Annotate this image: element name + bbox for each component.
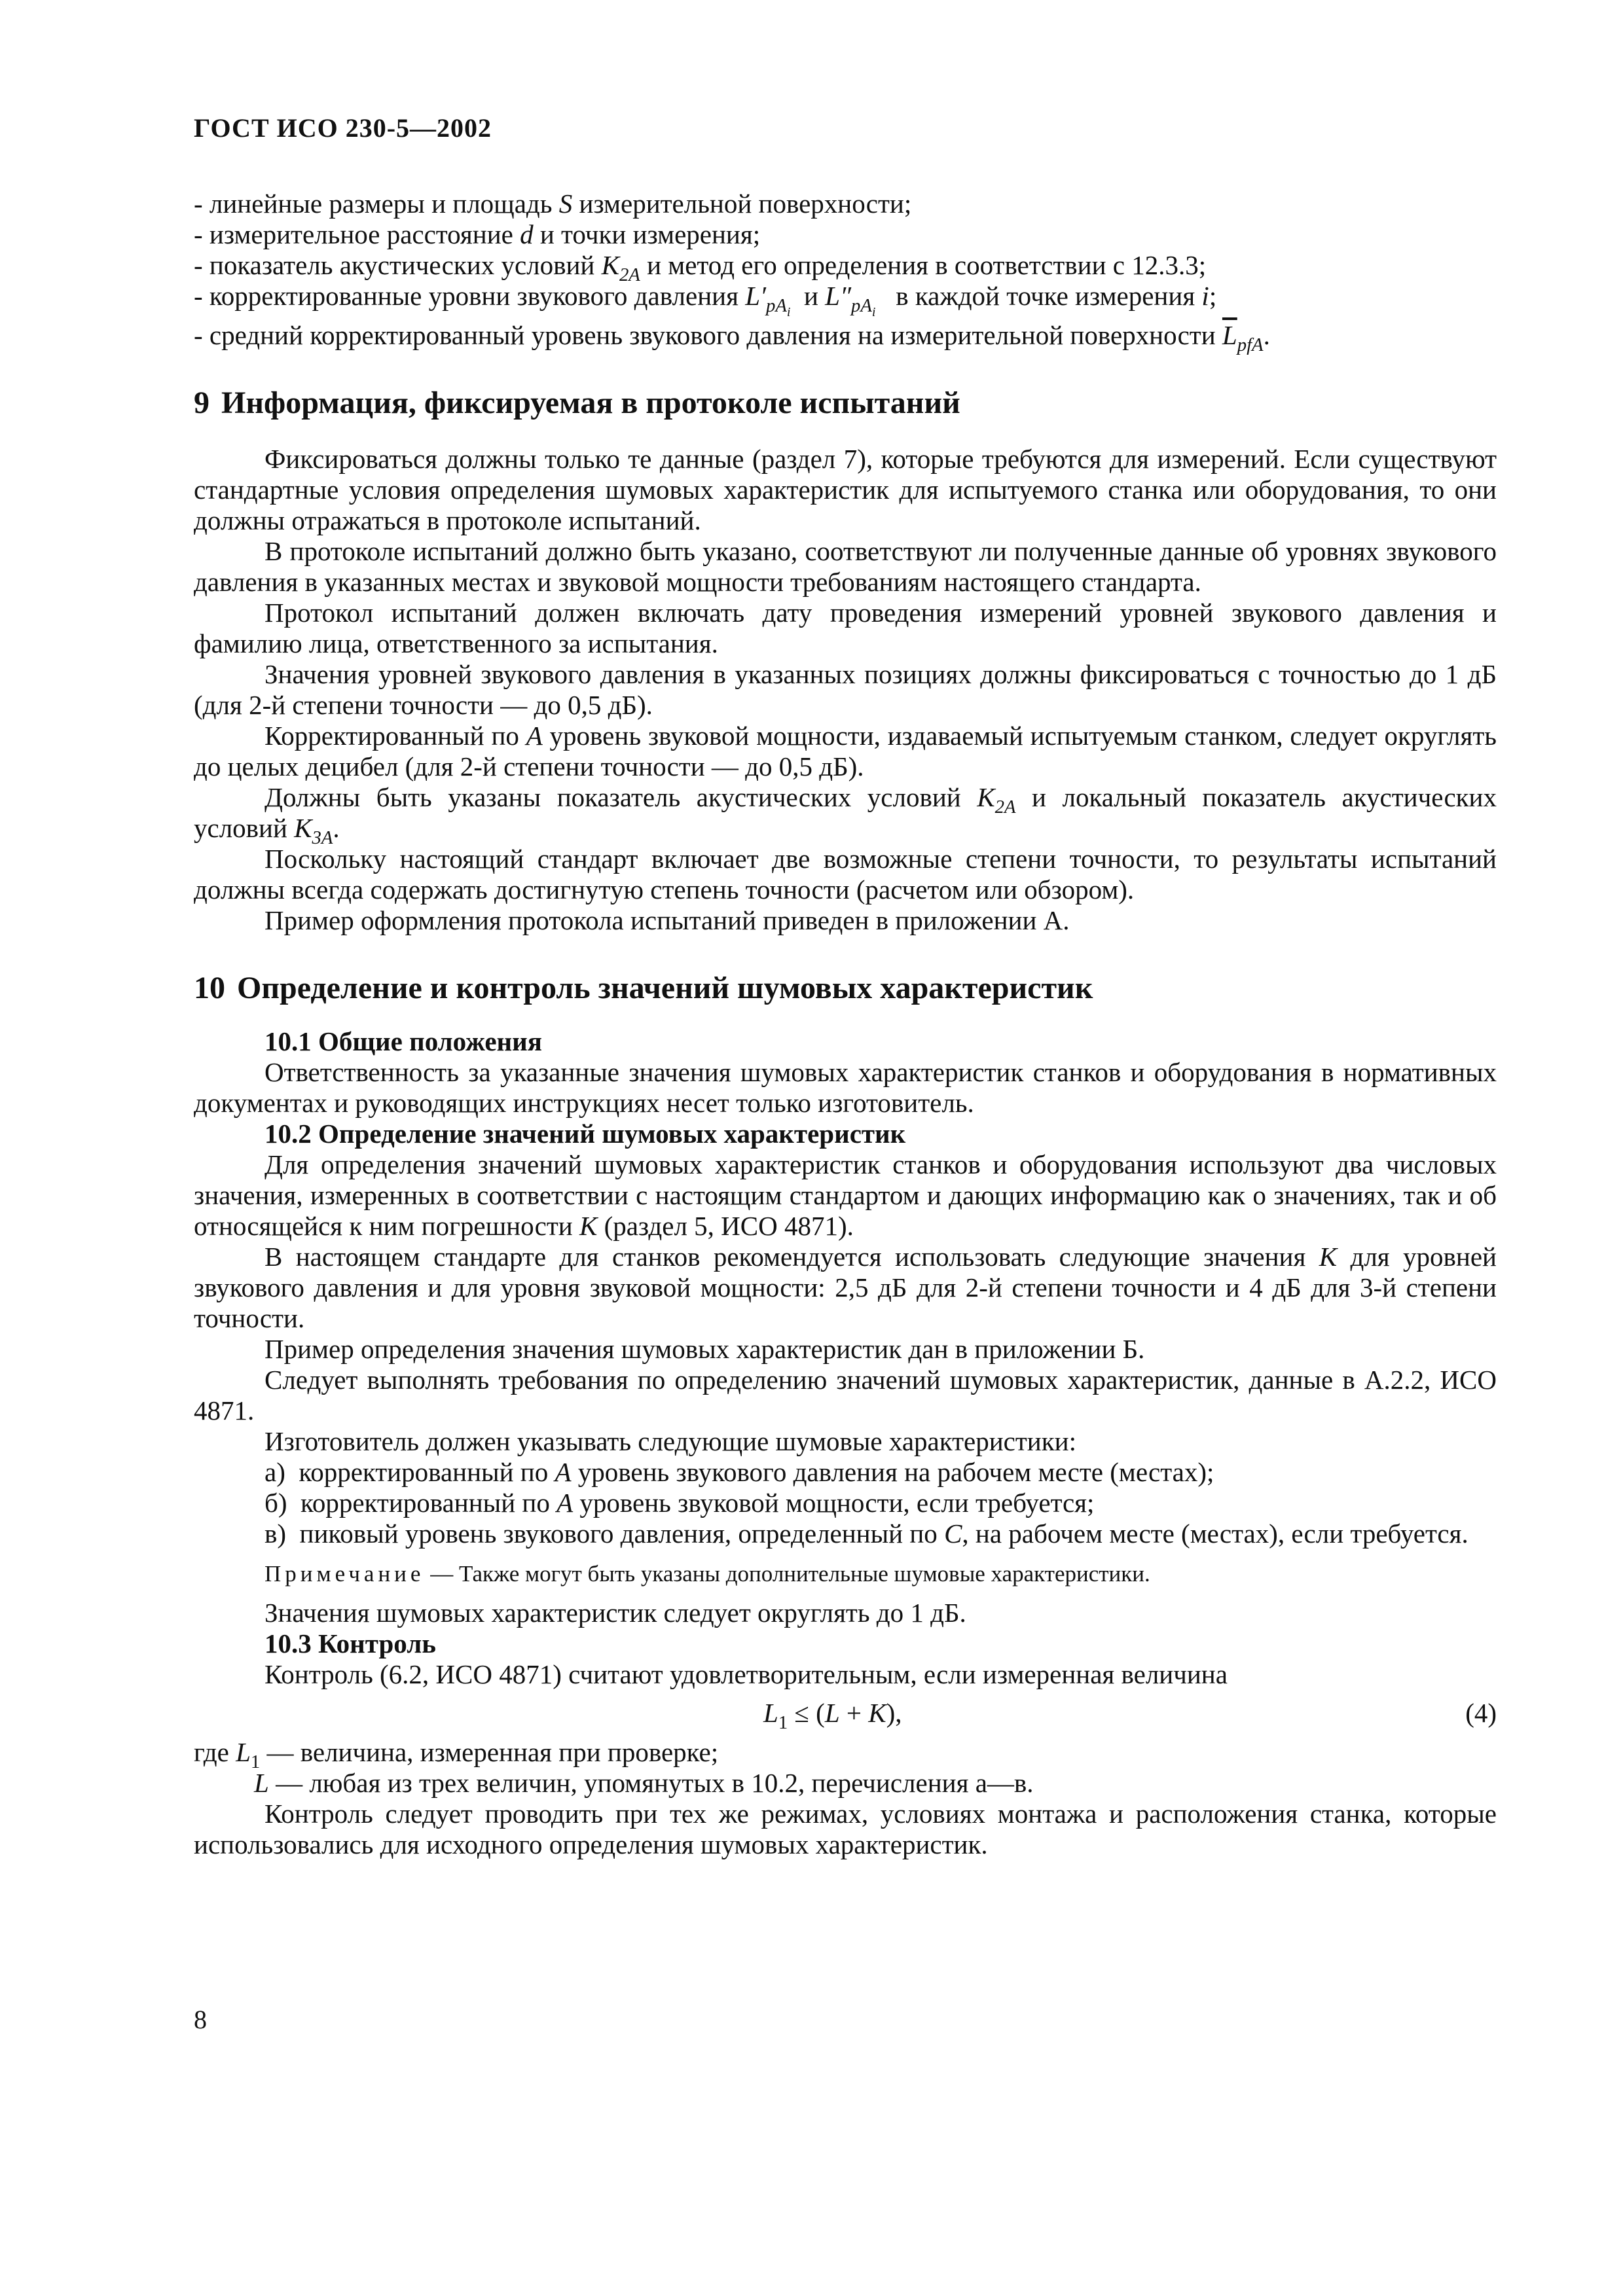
section-9-paragraph: Значения уровней звукового давления в указанных позициях должны фиксироваться с точностью до 1 дБ (для 2-й степени точности — до 0,5 дБ). <box>194 659 1497 721</box>
section-9-paragraph: Должны быть указаны показатель акустических условий $K_{2A}$ и локальный показатель акустических условий $K_{3A}$. <box>194 782 1497 849</box>
subsection-10-2-paragraph: Изготовитель должен указывать следующие шумовые характеристики: <box>264 1426 1076 1457</box>
subsection-10-2-paragraph: Для определения значений шумовых характеристик станков и оборудования используют два числовых значения, измеренных в соответствии с настоящим стандартом и дающих информацию как о значениях, так и об относящейся к ним погрешности K (раздел 5, ИСО 4871). <box>194 1149 1497 1242</box>
characteristics-list-item: б) корректированный по A уровень звуковой мощности, если требуется; <box>264 1488 1095 1518</box>
intro-list <box>194 188 1497 356</box>
section-9-paragraph: Фиксироваться должны только те данные (раздел 7), которые требуются для измерений. Если существуют стандартные условия определения шумовых характеристик для испытуемого станка или оборудования, то они должны отражаться в протоколе испытаний. <box>194 444 1497 536</box>
subsection-10-3-heading: 10.3 Контроль <box>264 1628 436 1659</box>
page-header: ГОСТ ИСО 230-5—2002 <box>194 113 492 143</box>
characteristics-list-item: в) пиковый уровень звукового давления, определенный по C, на рабочем месте (местах), если требуется. <box>264 1518 1468 1549</box>
section-9-paragraph: Пример оформления протокола испытаний приведен в приложении А. <box>264 905 1070 936</box>
subsection-10-2-paragraph: В настоящем стандарте для станков рекомендуется использовать следующие значения K для уровней звукового давления и для уровня звуковой мощности: 2,5 дБ для 2-й степени точности и 4 дБ для 3-й степени точности. <box>194 1242 1497 1334</box>
rounding-text: Значения шумовых характеристик следует округлять до 1 дБ. <box>264 1598 966 1628</box>
final-paragraph: Контроль следует проводить при тех же режимах, условиях монтажа и расположения станка, которые использовались для исходного определения шумовых характеристик. <box>194 1799 1497 1860</box>
intro-item: - средний корректированный уровень звукового давления на измерительной поверхности $\overline{L}_{pfA}$. <box>194 320 1270 356</box>
page-content <box>194 188 1497 1860</box>
subsection-10-2-heading: 10.2 Определение значений шумовых характеристик <box>264 1119 906 1149</box>
subsection-10-1-heading: 10.1 Общие положения <box>264 1026 542 1057</box>
section-9-paragraph: В протоколе испытаний должно быть указано, соответствуют ли полученные данные об уровнях звукового давления в указанных местах и звуковой мощности требованиям настоящего стандарта. <box>194 536 1497 598</box>
section-9-paragraph: Поскольку настоящий стандарт включает две возможные степени точности, то результаты испытаний должны всегда содержать достигнутую степень точности (расчетом или обзором). <box>194 844 1497 905</box>
where-line: L — любая из трех величин, упомянутых в 10.2, перечисления а—в. <box>254 1768 1034 1799</box>
page-number: 8 <box>194 2005 207 2034</box>
note: Примечание — Также могут быть указаны дополнительные шумовые характеристики. <box>264 1561 1150 1587</box>
section-9-paragraph: Протокол испытаний должен включать дату проведения измерений уровней звукового давления и фамилию лица, ответственного за испытания. <box>194 598 1497 659</box>
intro-item: - корректированные уровни звукового давления $L'_{pA_i}$ и $L''_{pA_i}$ в каждой точке измерения i; <box>194 281 1217 320</box>
section-9-paragraph: Корректированный по A уровень звуковой мощности, издаваемый испытуемым станком, следует округлять до целых децибел (для 2-й степени точности — до 0,5 дБ). <box>194 721 1497 782</box>
characteristics-list-item: а) корректированный по A уровень звукового давления на рабочем месте (местах); <box>264 1457 1214 1488</box>
subsection-10-3-text: Контроль (6.2, ИСО 4871) считают удовлетворительным, если измеренная величина <box>264 1659 1228 1690</box>
intro-item: - измерительное расстояние d и точки измерения; <box>194 219 761 249</box>
section-9-heading: 9 Информация, фиксируемая в протоколе испытаний <box>194 386 960 421</box>
subsection-10-2-paragraph: Следует выполнять требования по определению значений шумовых характеристик, данные в А.2.2, ИСО 4871. <box>194 1365 1497 1426</box>
formula-number: (4) <box>1465 1698 1497 1729</box>
formula-4 <box>194 1690 1497 1737</box>
formula-expression: $L_1 \le (L + K)$, <box>763 1698 902 1734</box>
section-10-heading: 10 Определение и контроль значений шумовых характеристик <box>194 971 1093 1006</box>
where-line: где $L_1$ — величина, измеренная при проверке; <box>194 1737 719 1773</box>
subsection-10-1-text: Ответственность за указанные значения шумовых характеристик станков и оборудования в нормативных документах и руководящих инструкциях несет только изготовитель. <box>194 1057 1497 1119</box>
intro-item: - показатель акустических условий $K_{2A}$ и метод его определения в соответствии с 12.3.3; <box>194 250 1207 286</box>
intro-item: - линейные размеры и площадь S измерительной поверхности; <box>194 188 912 219</box>
subsection-10-2-paragraph: Пример определения значения шумовых характеристик дан в приложении Б. <box>264 1334 1145 1365</box>
